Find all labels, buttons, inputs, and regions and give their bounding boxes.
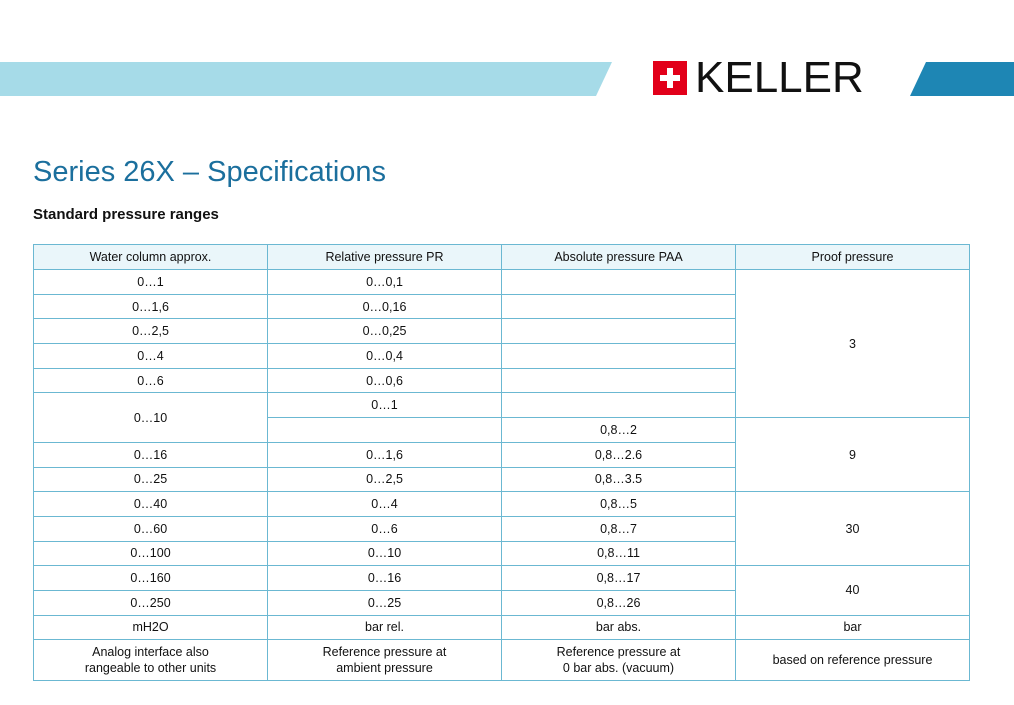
proof-cell: 30 bbox=[736, 492, 970, 566]
relative-cell: 0…0,16 bbox=[268, 294, 502, 319]
absolute-cell: 0,8…5 bbox=[502, 492, 736, 517]
water-cell: 0…40 bbox=[34, 492, 268, 517]
note-proof: based on reference pressure bbox=[736, 639, 970, 680]
absolute-cell bbox=[502, 319, 736, 344]
absolute-cell: 0,8…26 bbox=[502, 590, 736, 615]
unit-proof: bar bbox=[736, 615, 970, 639]
units-row bbox=[34, 615, 970, 639]
proof-cell: 9 bbox=[736, 418, 970, 492]
header-proof-pressure: Proof pressure bbox=[736, 245, 970, 270]
header-band-left bbox=[0, 62, 612, 96]
section-title: Standard pressure ranges bbox=[33, 206, 219, 223]
water-cell: 0…16 bbox=[34, 442, 268, 467]
relative-cell: 0…2,5 bbox=[268, 467, 502, 492]
note-relative-line-1: Reference pressure at bbox=[322, 644, 447, 659]
water-cell: 0…10 bbox=[34, 393, 268, 442]
absolute-cell bbox=[502, 344, 736, 369]
absolute-cell bbox=[502, 270, 736, 295]
note-relative-line-2: ambient pressure bbox=[336, 660, 433, 675]
keller-logo bbox=[653, 53, 864, 102]
relative-cell: 0…25 bbox=[268, 590, 502, 615]
water-cell: 0…250 bbox=[34, 590, 268, 615]
relative-cell bbox=[268, 418, 502, 443]
swiss-flag-icon bbox=[653, 61, 687, 95]
unit-relative: bar rel. bbox=[268, 615, 502, 639]
header-relative-pressure: Relative pressure PR bbox=[268, 245, 502, 270]
relative-cell: 0…0,6 bbox=[268, 368, 502, 393]
absolute-cell bbox=[502, 294, 736, 319]
relative-cell: 0…0,25 bbox=[268, 319, 502, 344]
note-water bbox=[34, 639, 268, 680]
header-water-column: Water column approx. bbox=[34, 245, 268, 270]
water-cell: 0…25 bbox=[34, 467, 268, 492]
table-header-row bbox=[34, 245, 970, 270]
water-cell: 0…1,6 bbox=[34, 294, 268, 319]
logo-text: KELLER bbox=[695, 53, 864, 102]
relative-cell: 0…0,4 bbox=[268, 344, 502, 369]
table-row bbox=[34, 270, 970, 295]
water-cell: 0…1 bbox=[34, 270, 268, 295]
relative-cell: 0…0,1 bbox=[268, 270, 502, 295]
absolute-cell bbox=[502, 368, 736, 393]
water-cell: 0…60 bbox=[34, 516, 268, 541]
water-cell: 0…6 bbox=[34, 368, 268, 393]
absolute-cell: 0,8…2.6 bbox=[502, 442, 736, 467]
note-absolute-line-1: Reference pressure at bbox=[556, 644, 681, 659]
header-absolute-pressure: Absolute pressure PAA bbox=[502, 245, 736, 270]
note-water-line-1: Analog interface also bbox=[92, 644, 209, 659]
water-cell: 0…100 bbox=[34, 541, 268, 566]
table-row bbox=[34, 566, 970, 591]
relative-cell: 0…1 bbox=[268, 393, 502, 418]
water-cell: 0…2,5 bbox=[34, 319, 268, 344]
absolute-cell: 0,8…17 bbox=[502, 566, 736, 591]
unit-absolute: bar abs. bbox=[502, 615, 736, 639]
header-band-right bbox=[910, 62, 1014, 96]
notes-row bbox=[34, 639, 970, 680]
unit-water: mH2O bbox=[34, 615, 268, 639]
absolute-cell bbox=[502, 393, 736, 418]
absolute-cell: 0,8…7 bbox=[502, 516, 736, 541]
note-absolute-line-2: 0 bar abs. (vacuum) bbox=[562, 660, 675, 675]
note-absolute bbox=[502, 639, 736, 680]
relative-cell: 0…1,6 bbox=[268, 442, 502, 467]
water-cell: 0…160 bbox=[34, 566, 268, 591]
page-title: Series 26X – Specifications bbox=[33, 156, 387, 188]
proof-cell: 3 bbox=[736, 270, 970, 418]
water-cell: 0…4 bbox=[34, 344, 268, 369]
absolute-cell: 0,8…2 bbox=[502, 418, 736, 443]
relative-cell: 0…10 bbox=[268, 541, 502, 566]
note-relative bbox=[268, 639, 502, 680]
note-water-line-2: rangeable to other units bbox=[84, 660, 217, 675]
relative-cell: 0…16 bbox=[268, 566, 502, 591]
absolute-cell: 0,8…3.5 bbox=[502, 467, 736, 492]
proof-cell: 40 bbox=[736, 566, 970, 615]
pressure-ranges-table bbox=[33, 244, 970, 681]
absolute-cell: 0,8…11 bbox=[502, 541, 736, 566]
relative-cell: 0…4 bbox=[268, 492, 502, 517]
table-row bbox=[34, 492, 970, 517]
relative-cell: 0…6 bbox=[268, 516, 502, 541]
